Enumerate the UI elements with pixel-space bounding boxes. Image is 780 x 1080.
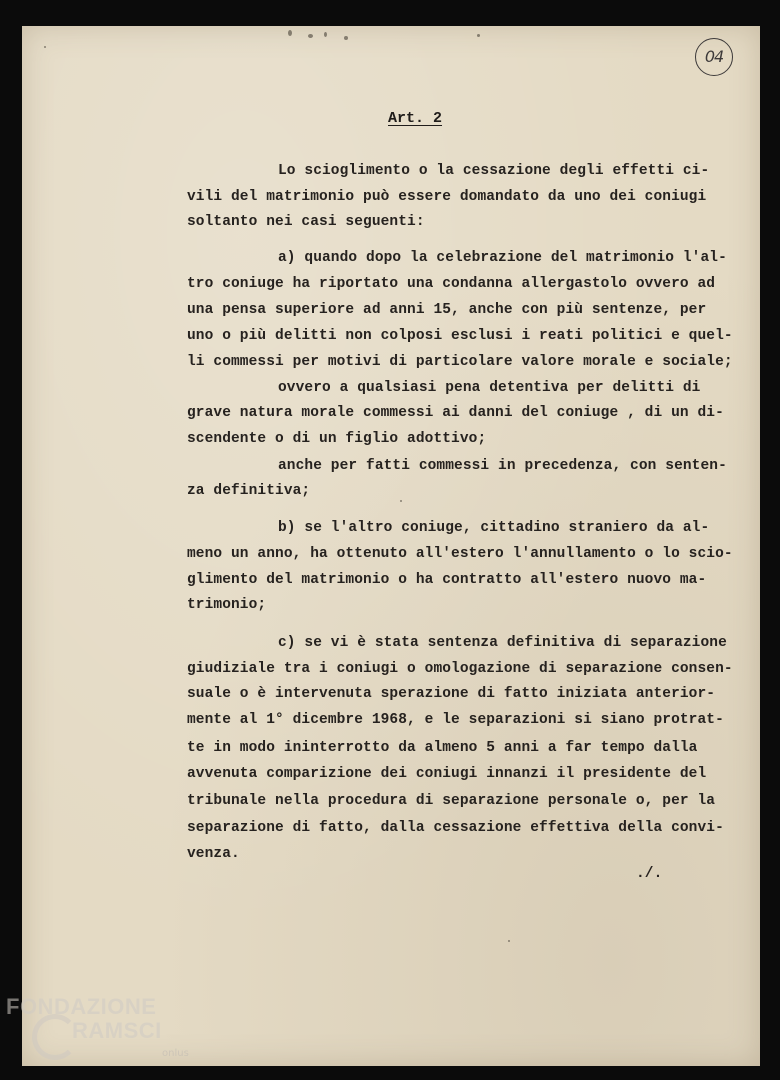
paper-speck bbox=[44, 46, 46, 48]
text-line: meno un anno, ha ottenuto all'estero l'annullamento o lo scio- bbox=[187, 546, 733, 562]
paper-speck bbox=[477, 34, 480, 37]
paper-speck bbox=[308, 34, 313, 38]
paper-speck bbox=[324, 32, 327, 37]
paper-speck bbox=[508, 940, 510, 942]
text-line: glimento del matrimonio o ha contratto all'estero nuovo ma- bbox=[187, 572, 707, 588]
text-line: grave natura morale commessi ai danni del coniuge , di un di- bbox=[187, 405, 724, 421]
text-line: vili del matrimonio può essere domandato da uno dei coniugi bbox=[187, 189, 707, 205]
text-line: Lo scioglimento o la cessazione degli effetti ci- bbox=[278, 163, 710, 179]
paper-speck bbox=[400, 500, 402, 502]
text-line: anche per fatti commessi in precedenza, con senten- bbox=[278, 458, 727, 474]
watermark-line2: RAMSCI bbox=[72, 1018, 162, 1043]
text-line: a) quando dopo la celebrazione del matrimonio l'al- bbox=[278, 250, 727, 266]
text-line: mente al 1° dicembre 1968, e le separazioni si siano protrat- bbox=[187, 712, 724, 728]
text-line: te in modo ininterrotto da almeno 5 anni a far tempo dalla bbox=[187, 740, 698, 756]
continuation-mark: ./. bbox=[636, 866, 663, 882]
text-line: ovvero a qualsiasi pena detentiva per delitti di bbox=[278, 380, 701, 396]
text-line: tro coniuge ha riportato una condanna allergastolo ovvero ad bbox=[187, 276, 716, 292]
text-line: giudiziale tra i coniugi o omologazione di separazione consen- bbox=[187, 661, 733, 677]
text-line: avvenuta comparizione dei coniugi innanzi il presidente del bbox=[187, 766, 707, 782]
fondazione-gramsci-watermark bbox=[4, 994, 194, 1074]
article-title: Art. 2 bbox=[388, 110, 443, 127]
text-line: c) se vi è stata sentenza definitiva di separazione bbox=[278, 635, 727, 651]
text-line: venza. bbox=[187, 846, 240, 862]
text-line: suale o è intervenuta sperazione di fatto iniziata anterior- bbox=[187, 686, 716, 702]
text-line: b) se l'altro coniuge, cittadino straniero da al- bbox=[278, 520, 710, 536]
text-line: trimonio; bbox=[187, 597, 267, 613]
text-line: soltanto nei casi seguenti: bbox=[187, 214, 425, 230]
archive-number-stamp: 04 bbox=[695, 38, 733, 76]
text-line: scendente o di un figlio adottivo; bbox=[187, 431, 487, 447]
paper-speck bbox=[344, 36, 348, 40]
text-line: una pensa superiore ad anni 15, anche con più sentenze, per bbox=[187, 302, 707, 318]
paper-speck bbox=[288, 30, 292, 36]
text-line: tribunale nella procedura di separazione personale o, per la bbox=[187, 793, 716, 809]
watermark-onlus: onlus bbox=[162, 1048, 189, 1059]
text-line: uno o più delitti non colposi esclusi i reati politici e quel- bbox=[187, 328, 733, 344]
text-line: separazione di fatto, dalla cessazione effettiva della convi- bbox=[187, 820, 724, 836]
text-line: li commessi per motivi di particolare valore morale e sociale; bbox=[187, 354, 733, 370]
watermark-line1: FONDAZIONE bbox=[6, 994, 157, 1019]
text-line: za definitiva; bbox=[187, 483, 311, 499]
